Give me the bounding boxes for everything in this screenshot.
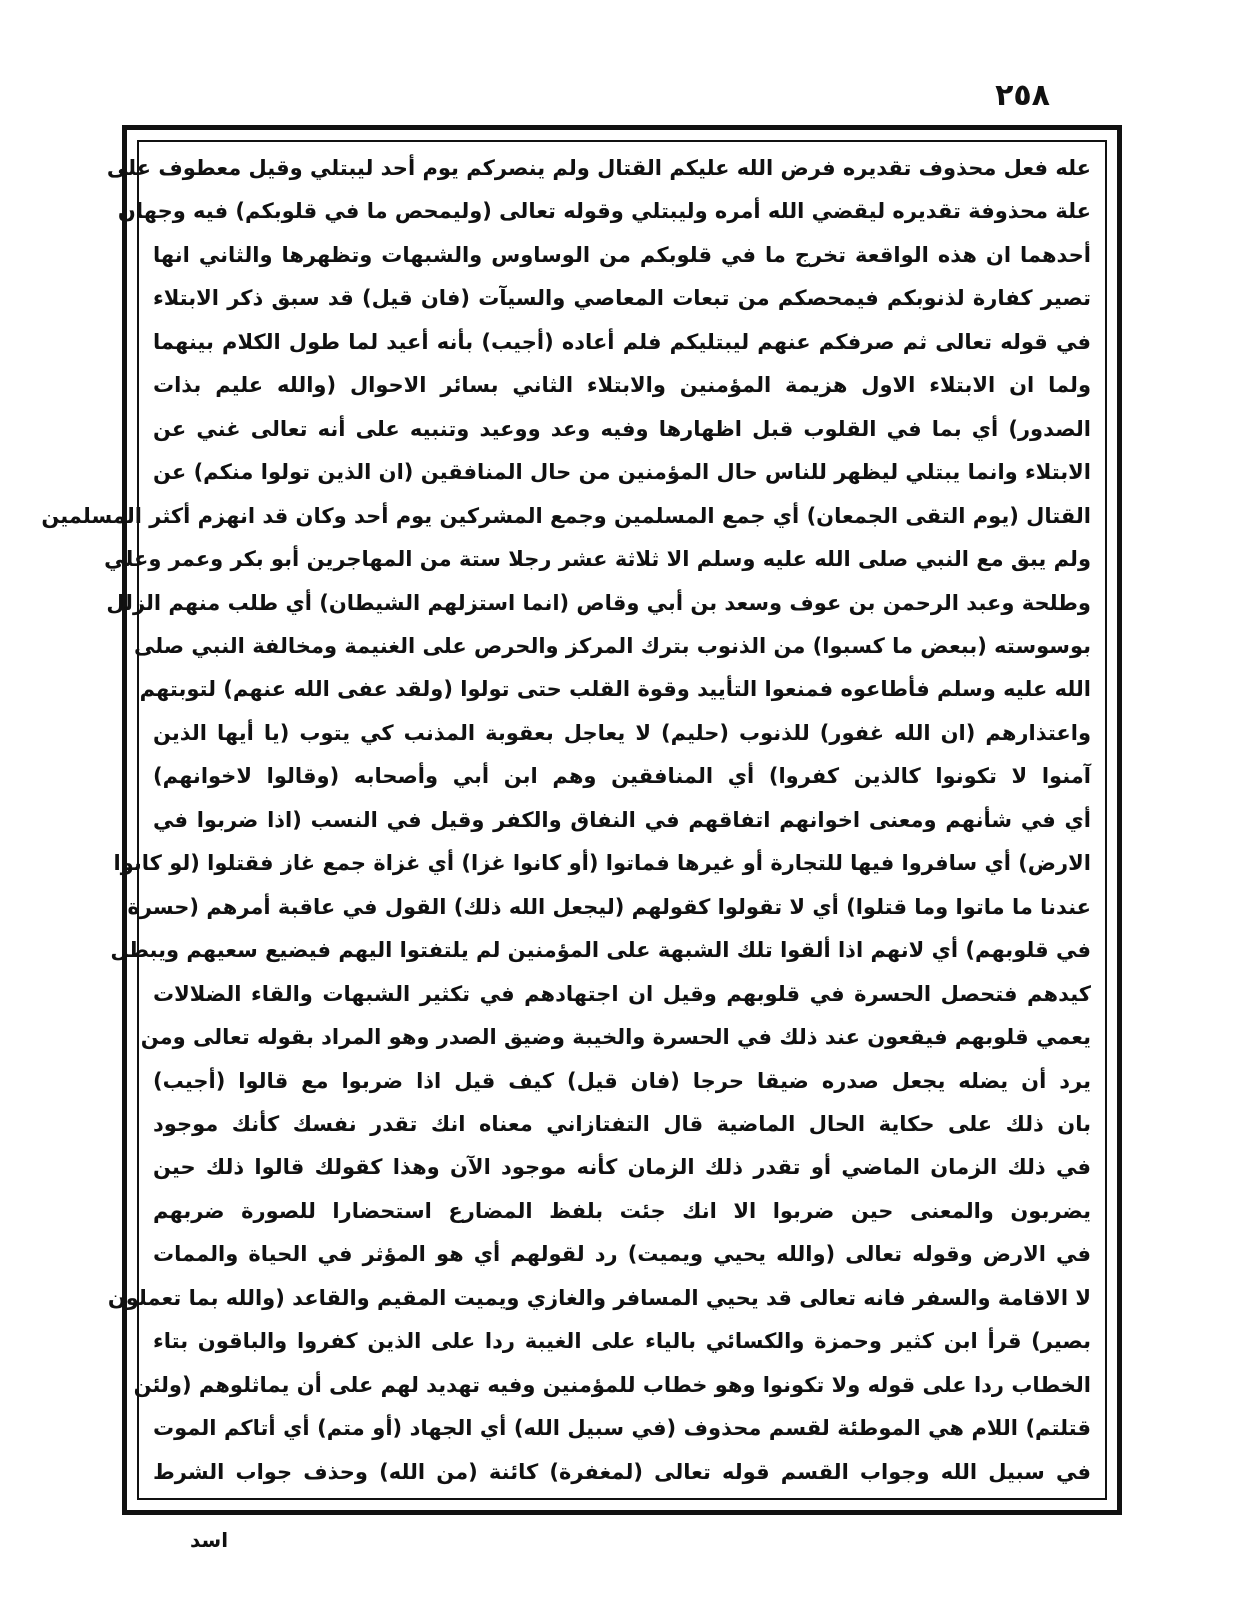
text-line: الارض) أي سافروا فيها للتجارة أو غيرها فماتوا (أو كانوا غزا) أي غزاة جمع غاز فقتلوا (لو كانوا — [113, 851, 1091, 876]
text-line: واعتذارهم (ان الله غفور) للذنوب (حليم) لا يعاجل بعقوبة المذنب كي يتوب (يا أيها الذين — [153, 720, 1091, 745]
text-line: في قوله تعالى ثم صرفكم عنهم ليبتليكم فلم أعاده (أجيب) بأنه أعيد لما طول الكلام بينهما — [153, 329, 1091, 354]
text-line: يضربون والمعنى حين ضربوا الا انك جئت بلفظ المضارع استحضارا للصورة ضربهم — [153, 1198, 1091, 1223]
text-line: ولما ان الابتلاء الاول هزيمة المؤمنين والابتلاء الثاني بسائر الاحوال (والله عليم بذات — [153, 373, 1091, 398]
text-line: وطلحة وعبد الرحمن بن عوف وسعد بن أبي وقاص (انما استزلهم الشيطان) أي طلب منهم الزلل — [106, 590, 1091, 615]
text-line: آمنوا لا تكونوا كالذين كفروا) أي المنافقين وهم ابن أبي وأصحابه (وقالوا لاخوانهم) — [153, 764, 1091, 789]
text-line: أحدهما ان هذه الواقعة تخرج ما في قلوبكم من الوساوس والشبهات وتظهرها والثاني انها — [153, 242, 1091, 267]
text-line: في سبيل الله وجواب القسم قوله تعالى (لمغفرة) كائنة (من الله) وحذف جواب الشرط — [153, 1459, 1091, 1484]
text-line: في قلوبهم) أي لانهم اذا ألقوا تلك الشبهة على المؤمنين لم يلتفتوا اليهم فيضيع سعيهم ويبطل — [110, 938, 1091, 963]
text-line: عله فعل محذوف تقديره فرض الله عليكم القتال ولم ينصركم يوم أحد ليبتلي وقيل معطوف على — [106, 156, 1091, 180]
text-line: يرد أن يضله يجعل صدره ضيقا حرجا (فان قيل) كيف قيل اذا ضربوا مع قالوا (أجيب) — [153, 1068, 1091, 1093]
page-frame-inner — [41, 140, 1107, 1500]
text-line: القتال (يوم التقى الجمعان) أي جمع المسلمين وجمع المشركين يوم أحد وكان قد انهزم أكثر المسلمين — [41, 503, 1091, 528]
text-line: عندنا ما ماتوا وما قتلوا) أي لا تقولوا كقولهم (ليجعل الله ذلك) القول في عاقبة أمرهم (حسرة — [127, 894, 1091, 919]
text-line: بوسوسته (ببعض ما كسبوا) من الذنوب بترك المركز والحرص على الغنيمة ومخالفة النبي صلى — [133, 633, 1091, 658]
text-line: الخطاب ردا على قوله ولا تكونوا وهو خطاب للمؤمنين وفيه تهديد لهم على أن يماثلوهم (ولئن — [133, 1372, 1091, 1397]
text-line: الابتلاء وانما يبتلي ليظهر للناس حال المؤمنين من حال المنافقين (ان الذين تولوا منكم) عن — [153, 460, 1091, 485]
text-line: لا الاقامة والسفر فانه تعالى قد يحيي المسافر والغازي ويميت المقيم والقاعد (والله بما تعملون — [107, 1285, 1091, 1310]
text-body — [41, 150, 1091, 1490]
text-line: ولم يبق مع النبي صلى الله عليه وسلم الا ثلاثة عشر رجلا ستة من المهاجرين أبو بكر وعمر وعلي — [104, 547, 1091, 572]
text-line: كيدهم فتحصل الحسرة في قلوبهم وقيل ان اجتهادهم في تكثير الشبهات والقاء الضلالات — [153, 981, 1091, 1006]
text-line: الله عليه وسلم فأطاعوه فمنعوا التأييد وقوة القلب حتى تولوا (ولقد عفى الله عنهم) لتوبتهم — [139, 677, 1091, 702]
text-line: الصدور) أي بما في القلوب قبل اظهارها وفيه وعد ووعيد وتنبيه على أنه تعالى غني عن — [153, 416, 1091, 441]
text-line: قتلتم) اللام هي الموطئة لقسم محذوف (في سبيل الله) أي الجهاد (أو متم) أي أتاكم الموت — [153, 1416, 1091, 1441]
text-line: تصير كفارة لذنوبكم فيمحصكم من تبعات المعاصي والسيآت (فان قيل) قد سبق ذكر الابتلاء — [153, 286, 1091, 311]
catchword: اسد — [190, 1528, 229, 1552]
text-line: أي في شأنهم ومعنى اخوانهم اتفاقهم في النفاق والكفر وقيل في النسب (اذا ضربوا في — [153, 807, 1091, 832]
text-line: في الارض وقوله تعالى (والله يحيي ويميت) رد لقولهم أي هو المؤثر في الحياة والممات — [153, 1242, 1091, 1267]
text-line: يعمي قلوبهم فيقعون عند ذلك في الحسرة والخيبة وضيق الصدر وهو المراد بقوله تعالى ومن — [140, 1025, 1091, 1050]
text-line: بصير) قرأ ابن كثير وحمزة والكسائي بالياء على الغيبة ردا على الذين كفروا والباقون بتاء — [153, 1329, 1091, 1354]
page-frame — [41, 125, 1122, 1515]
page-number: ٢٥٨ — [995, 78, 1050, 113]
text-line: في ذلك الزمان الماضي أو تقدر ذلك الزمان كأنه موجود الآن وهذا كقولك قالوا ذلك حين — [153, 1155, 1091, 1180]
text-line: علة محذوفة تقديره ليقضي الله أمره وليبتلي وقوله تعالى (وليمحص ما في قلوبكم) فيه وجهان — [117, 199, 1091, 224]
text-line: بان ذلك على حكاية الحال الماضية قال التفتازاني معناه انك تقدر نفسك كأنك موجود — [153, 1111, 1091, 1136]
